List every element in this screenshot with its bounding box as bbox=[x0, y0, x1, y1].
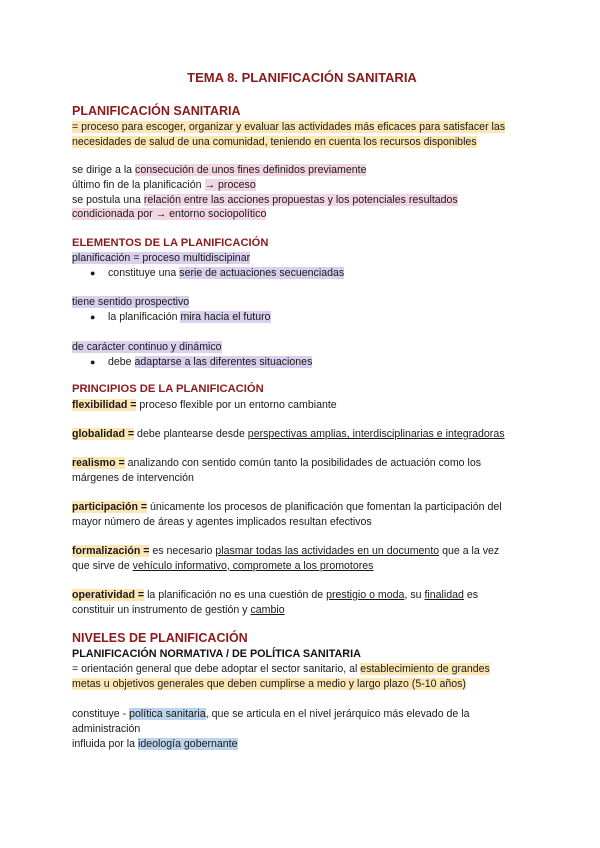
prospective-line bbox=[72, 295, 532, 310]
constituye-paragraph bbox=[72, 707, 532, 751]
last-prefix: último fin de la planificación bbox=[72, 178, 205, 191]
glob-underline: perspectivas amplias, interdisciplinarias e integradoras bbox=[247, 428, 505, 440]
oper-text-2: , su bbox=[404, 589, 425, 601]
conditioned-highlight: condicionada por → entorno sociopolítico bbox=[72, 208, 267, 221]
normativa-definition bbox=[72, 662, 532, 692]
form-term: formalización = bbox=[72, 545, 150, 557]
definition-line-2: necesidades de salud de una comunidad, teniendo en cuenta los recursos disponibles bbox=[72, 135, 477, 148]
page-title: TEMA 8. PLANIFICACIÓN SANITARIA bbox=[187, 70, 417, 85]
principle-globalidad bbox=[72, 427, 532, 442]
const-highlight: política sanitaria bbox=[129, 708, 206, 720]
def-prefix: = orientación general que debe adoptar el sector sanitario, al bbox=[72, 663, 361, 675]
real-term: realismo = bbox=[72, 457, 125, 469]
principle-operatividad bbox=[72, 588, 532, 618]
oper-text-1: la planificación no es una cuestión de bbox=[144, 589, 327, 601]
oper-underline-3: cambio bbox=[250, 603, 285, 616]
const-prefix: constituye - bbox=[72, 708, 130, 720]
last-highlight: → proceso bbox=[204, 178, 256, 191]
glob-text: debe plantearse desde bbox=[134, 428, 248, 440]
multi-highlight: planificación = proceso multidiscipinar bbox=[72, 252, 251, 264]
def-highlight-2: metas u objetivos generales que deben cumplirse a medio y largo plazo (5-10 años) bbox=[72, 677, 466, 690]
relation-highlight: relación entre las acciones propuestas y los potenciales resultados bbox=[143, 193, 458, 206]
oper-term: operatividad = bbox=[72, 589, 145, 601]
flex-text: proceso flexible por un entorno cambiante bbox=[136, 399, 337, 411]
bullet1-highlight: serie de actuaciones secuenciadas bbox=[179, 267, 345, 279]
aims-paragraph bbox=[72, 163, 532, 222]
multi-line bbox=[72, 251, 532, 266]
flex-term: flexibilidad = bbox=[72, 399, 137, 411]
prospective-highlight: tiene sentido prospectivo bbox=[72, 296, 190, 308]
bullet-icon: ● bbox=[90, 312, 96, 322]
form-text-2: que a la vez bbox=[439, 545, 500, 557]
section-heading-principios: PRINCIPIOS DE LA PLANIFICACIÓN bbox=[72, 383, 264, 395]
definition-paragraph bbox=[72, 120, 532, 150]
bullet3-highlight: adaptarse a las diferentes situaciones bbox=[134, 356, 313, 368]
const-suffix: , que se articula en el nivel jerárquico más elevado de la bbox=[205, 708, 470, 720]
continuous-highlight: de carácter continuo y dinámico bbox=[72, 341, 222, 353]
relation-prefix: se postula una bbox=[72, 193, 144, 206]
infl-highlight: ideología gobernante bbox=[137, 737, 238, 750]
infl-prefix: influida por la bbox=[72, 737, 138, 750]
section-heading-elementos: ELEMENTOS DE LA PLANIFICACIÓN bbox=[72, 237, 269, 249]
form-text-3: que sirve de bbox=[72, 559, 133, 572]
principle-realismo bbox=[72, 456, 532, 486]
section-heading-niveles: NIVELES DE PLANIFICACIÓN bbox=[72, 631, 248, 645]
principle-flexibilidad bbox=[72, 398, 532, 413]
bullet1-prefix: constituye una bbox=[108, 267, 180, 279]
bullet-icon: ● bbox=[90, 357, 96, 367]
def-highlight-1: establecimiento de grandes bbox=[360, 663, 490, 675]
aim-highlight: consecución de unos fines definidos previamente bbox=[135, 164, 367, 176]
bullet-icon: ● bbox=[90, 268, 96, 278]
form-text-1: es necesario bbox=[149, 545, 216, 557]
aim-prefix: se dirige a la bbox=[72, 164, 136, 176]
part-term: participación = bbox=[72, 501, 148, 513]
real-text-1: analizando con sentido común tanto la posibilidades de actuación como los bbox=[124, 457, 482, 469]
bullet2-prefix: la planificación bbox=[108, 311, 181, 323]
definition-line-1: = proceso para escoger, organizar y evaluar las actividades más eficaces para satisfacer las bbox=[72, 121, 506, 133]
part-text-1: únicamente los procesos de planificación que fomentan la participación del bbox=[147, 501, 502, 513]
oper-underline-2: finalidad bbox=[424, 589, 464, 601]
real-text-2: márgenes de intervención bbox=[72, 471, 194, 484]
form-underline-1: plasmar todas las actividades en un documento bbox=[215, 545, 440, 557]
section-heading-planificacion: PLANIFICACIÓN SANITARIA bbox=[72, 104, 241, 118]
principle-formalizacion bbox=[72, 544, 532, 574]
bullet2-highlight: mira hacia el futuro bbox=[180, 311, 271, 323]
const-line-2: administración bbox=[72, 722, 141, 735]
principle-participacion bbox=[72, 500, 532, 530]
oper-underline-1: prestigio o moda bbox=[326, 589, 405, 601]
continuous-line bbox=[72, 340, 532, 355]
subheading-normativa: PLANIFICACIÓN NORMATIVA / DE POLÍTICA SANITARIA bbox=[72, 648, 361, 660]
bullet3-prefix: debe bbox=[108, 356, 135, 368]
part-text-2: mayor número de áreas y agentes implicados resultan efectivos bbox=[72, 515, 372, 528]
form-underline-2: vehículo informativo, compromete a los promotores bbox=[132, 559, 374, 572]
oper-text-3: es bbox=[463, 589, 479, 601]
glob-term: globalidad = bbox=[72, 428, 135, 440]
oper-text-4: constituir un instrumento de gestión y bbox=[72, 603, 251, 616]
